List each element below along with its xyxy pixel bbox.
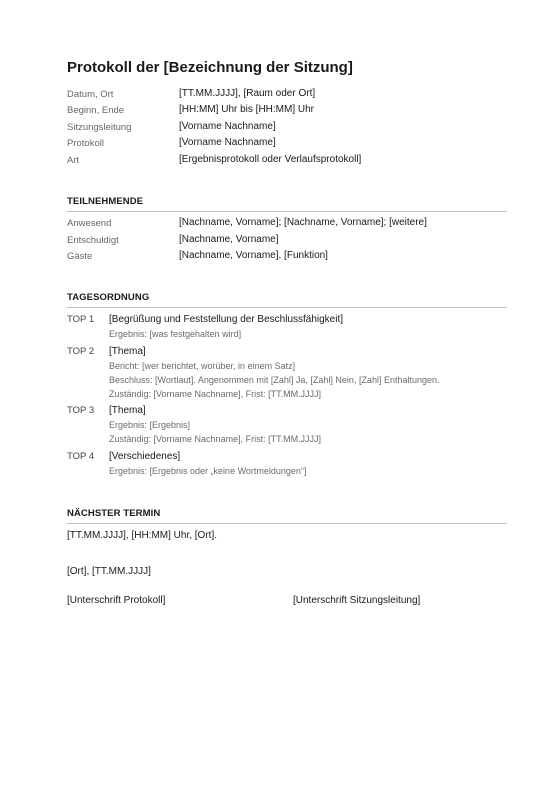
agenda-item-detail: Zuständig: [Vorname Nachname], Frist: [TT.MM.JJJJ] xyxy=(109,389,322,399)
meta-value: [Vorname Nachname] xyxy=(179,137,276,148)
participants-label: Anwesend xyxy=(67,218,112,229)
agenda-item-number: TOP 4 xyxy=(67,451,95,462)
meta-row-date-place xyxy=(67,88,507,104)
agenda-item-title: [Thema] xyxy=(109,405,146,416)
meta-label: Art xyxy=(67,155,80,166)
meta-value: [Vorname Nachname] xyxy=(179,121,276,132)
next-meeting-heading: NÄCHSTER TERMIN xyxy=(67,508,507,524)
meta-row-minutes xyxy=(67,137,507,153)
agenda-item-detail: Beschluss: [Wortlaut]. Angenommen mit [Zahl] Ja, [Zahl] Nein, [Zahl] Enthaltungen. xyxy=(109,375,440,385)
meta-label: Sitzungsleitung xyxy=(67,122,132,133)
page-title: Protokoll der [Bezeichnung der Sitzung] xyxy=(67,59,353,76)
agenda-item-detail: Bericht: [wer berichtet, worüber, in einem Satz] xyxy=(109,361,296,371)
meta-row-start-end xyxy=(67,104,507,120)
participants-value: [Nachname, Vorname] xyxy=(179,234,279,245)
meta-label: Datum, Ort xyxy=(67,89,114,100)
agenda-item-detail: Zuständig: [Vorname Nachname], Frist: [TT.MM.JJJJ] xyxy=(109,434,322,444)
agenda-heading: TAGESORDNUNG xyxy=(67,292,507,308)
meta-value: [Ergebnisprotokoll oder Verlaufsprotokoll] xyxy=(179,154,362,165)
participants-value: [Nachname, Vorname], [Funktion] xyxy=(179,250,328,261)
meta-label: Protokoll xyxy=(67,138,104,149)
agenda-item-detail: Ergebnis: [was festgehalten wird] xyxy=(109,329,242,339)
meta-row-type xyxy=(67,154,507,170)
agenda-item-title: [Begrüßung und Feststellung der Beschlussfähigkeit] xyxy=(109,314,344,325)
participants-label: Gäste xyxy=(67,251,93,262)
next-meeting-value: [TT.MM.JJJJ], [HH:MM] Uhr, [Ort]. xyxy=(67,530,217,541)
participants-label: Entschuldigt xyxy=(67,235,119,246)
agenda-item-number: TOP 3 xyxy=(67,405,95,416)
meta-value: [HH:MM] Uhr bis [HH:MM] Uhr xyxy=(179,104,314,115)
agenda-item-title: [Verschiedenes] xyxy=(109,451,181,462)
agenda-item-detail: Ergebnis: [Ergebnis] xyxy=(109,420,191,430)
agenda-item-detail: Ergebnis: [Ergebnis oder „keine Wortmeldungen“] xyxy=(109,466,307,476)
signature-minutes: [Unterschrift Protokoll] xyxy=(67,595,166,606)
participants-value: [Nachname, Vorname]; [Nachname, Vorname]; [weitere] xyxy=(179,217,427,228)
participants-row-excused xyxy=(67,234,507,250)
agenda-item-number: TOP 1 xyxy=(67,314,95,325)
participants-row-present xyxy=(67,217,507,233)
agenda-item-number: TOP 2 xyxy=(67,346,95,357)
signature-chair: [Unterschrift Sitzungsleitung] xyxy=(293,595,421,606)
meta-row-chair xyxy=(67,121,507,137)
meta-value: [TT.MM.JJJJ], [Raum oder Ort] xyxy=(179,88,316,99)
meta-label: Beginn, Ende xyxy=(67,105,125,116)
participants-row-guests xyxy=(67,250,507,266)
place-date: [Ort], [TT.MM.JJJJ] xyxy=(67,566,151,577)
agenda-item-title: [Thema] xyxy=(109,346,146,357)
participants-heading: TEILNEHMENDE xyxy=(67,196,507,212)
